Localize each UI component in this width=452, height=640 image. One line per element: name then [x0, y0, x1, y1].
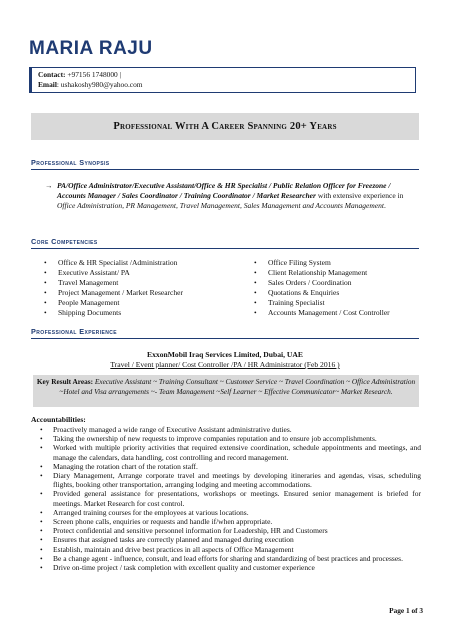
competency-item: • Client Relationship Management [254, 268, 444, 278]
list-item: • Protect confidential and sensitive personnel information for Leadership, HR and Customers [31, 526, 421, 535]
job-role: Travel / Event planner/ Cost Controller /PA / HR Administrator (Feb 2016 ) [110, 360, 340, 369]
section-title-experience: Professional Experience [31, 327, 117, 336]
competency-item: • Shipping Documents [44, 308, 234, 318]
contact-label: Contact: [38, 70, 66, 79]
synopsis-areas: Office Administration, PR Management, Travel Management, Sales Management and Accounts Management [57, 201, 384, 210]
competency-item: • Office & HR Specialist /Administration [44, 258, 234, 268]
kra-label: Key Result Areas: [36, 377, 94, 386]
headline-banner: Professional With A Career Spanning 20+ Years [31, 113, 419, 140]
email-label: Email [38, 80, 57, 89]
contact-line [38, 70, 415, 80]
list-item: • Establish, maintain and drive best practices in all aspects of Office Management [31, 545, 421, 554]
synopsis-mid: with extensive experience in [315, 191, 404, 200]
candidate-name: MARIA RAJU [29, 38, 153, 59]
contact-box [29, 67, 416, 93]
list-item: • Be a change agent - influence, consult, and lead efforts for sharing and standardizing of best practices and processes. [31, 554, 421, 563]
competency-item: • Office Filing System [254, 258, 444, 268]
competency-item: • Quotations & Enquiries [254, 288, 444, 298]
synopsis-paragraph [45, 181, 420, 211]
section-divider [31, 248, 419, 249]
list-item: • Drive on-time project / task completion with excellent quality and customer experience [31, 563, 421, 572]
key-result-areas [33, 375, 419, 407]
company-name: ExxonMobil Iraq Services Limited, Dubai, UAE [147, 350, 303, 359]
list-item: • Provided general assistance for presentations, workshops or meetings. Ensured senior management is briefed for meetings. Market Research for cost control. [31, 489, 421, 507]
list-item: • Diary Management, Arrange corporate travel and meetings by developing itineraries and agendas, visas, scheduling flights, booking other transportation, arranging lodging and meeting accommodations. [31, 471, 421, 489]
competency-item: • Accounts Management / Cost Controller [254, 308, 444, 318]
contact-email: : ushakoshy980@yahoo.com [56, 80, 143, 89]
list-item: • Taking the ownership of new requests to improve companies reputation and to ensure job accomplishments. [31, 434, 421, 443]
accountabilities-list [31, 425, 421, 572]
synopsis-roles: PA/Office Administrator/Executive Assistant/Office & HR Specialist / Public Relation Officer for Freezone / Accounts Manager / Sales Coordinator / Training Coordinator / Market Researcher [57, 181, 391, 200]
competency-item: • Training Specialist [254, 298, 444, 308]
synopsis-end: . [383, 201, 386, 210]
list-item: • Proactively managed a wide range of Executive Assistant administrative duties. [31, 425, 421, 434]
list-item: • Screen phone calls, enquiries or requests and handle if/when appropriate. [31, 517, 421, 526]
list-item: • Ensures that assigned tasks are correctly planned and managed during execution [31, 535, 421, 544]
kra-text: Executive Assistant ~ Training Consultant ~ Customer Service ~ Travel Coordination ~ Office Administration ~Hotel and Visa arrangements ~- Team Management ~Self Learner ~ Effective Communicator~ Market Research. [59, 377, 416, 396]
competencies-left-list [44, 258, 234, 317]
section-title-synopsis: Professional Synopsis [31, 158, 110, 167]
section-title-competencies: Core Competencies [31, 237, 98, 246]
competency-item: • Travel Management [44, 278, 234, 288]
section-divider [31, 338, 419, 339]
page-number: Page 1 of 3 [389, 606, 423, 615]
list-item: • Arranged training courses for the employees at various locations. [31, 508, 421, 517]
competency-item: • People Management [44, 298, 234, 308]
section-divider [31, 169, 419, 170]
competency-item: • Executive Assistant/ PA [44, 268, 234, 278]
accountabilities-title: Accountabilities: [31, 415, 86, 424]
competencies-right-list [254, 258, 444, 317]
arrow-bullet-icon: → [45, 181, 53, 190]
contact-phone: +97156 1748000 | [67, 70, 122, 79]
email-line [38, 80, 415, 90]
list-item: • Managing the rotation chart of the rotation staff. [31, 462, 421, 471]
list-item: • Worked with multiple priority activities that required extensive coordination, schedule appointments and meetings, and manage the calendars, data handling, cost controlling and record management. [31, 443, 421, 461]
competency-item: • Sales Orders / Coordination [254, 278, 444, 288]
competency-item: • Project Management / Market Researcher [44, 288, 234, 298]
